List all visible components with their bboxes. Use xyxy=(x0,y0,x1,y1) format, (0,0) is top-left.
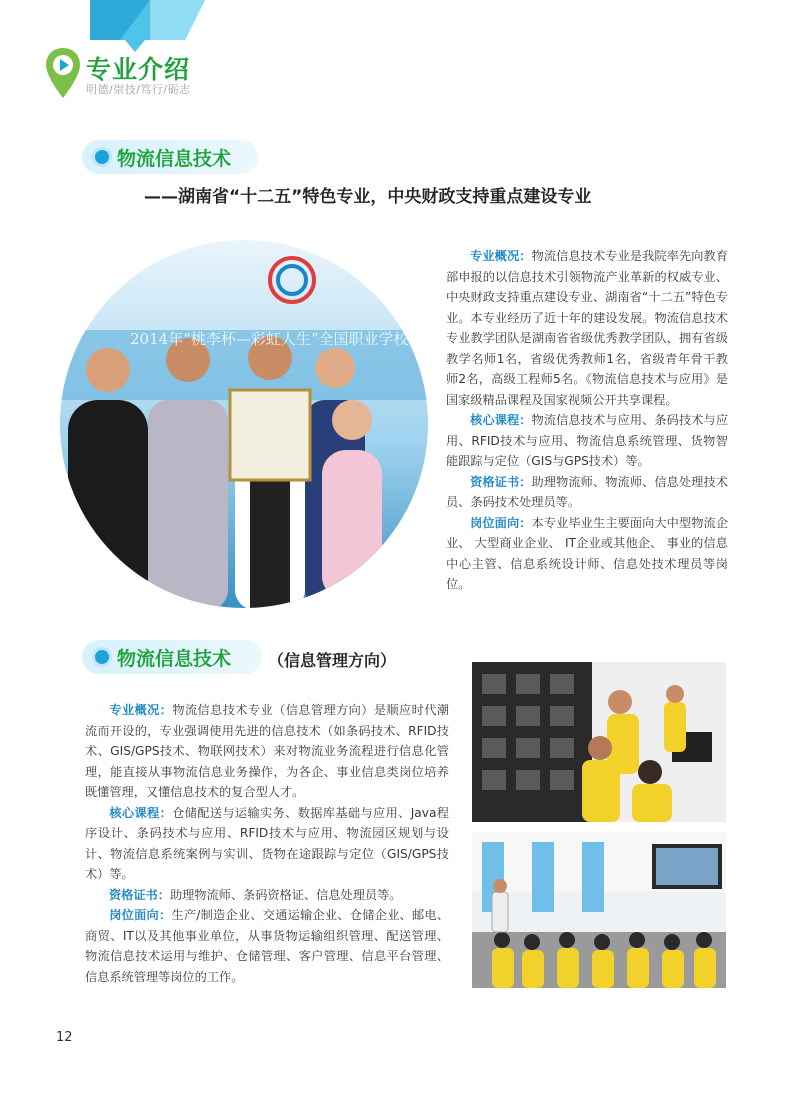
section1-title: 物流信息技术 xyxy=(117,148,232,170)
header-decoration xyxy=(90,0,205,52)
overview-label: 专业概况： xyxy=(109,703,173,717)
certificates-text: 助理物流师、条码资格证、信息处理员等。 xyxy=(169,887,402,902)
certificates-label: 资格证书： xyxy=(470,474,532,489)
job-orientation-text: 本专业毕业生主要面向大中型物流企业、 大型商业企业、 IT企业或其他企、 事业的信息中心主管、信息系统设计师、信息处技术理员等岗位。 xyxy=(446,515,729,591)
core-courses-label: 核心课程： xyxy=(470,413,532,427)
section2-description xyxy=(85,700,449,987)
core-courses-label: 核心课程： xyxy=(109,805,173,820)
section1-description xyxy=(446,246,728,595)
overview-text: 物流信息技术专业是我院率先向教育部申报的以信息技术引领物流产业革新的权威专业、中央财政支持重点建设专业、湖南省“十二五”特色专业。本专业经历了近十年的建设发展。物流信息技术专业教学团队是湖南省省级优秀教学团队，拥有省级教学名师1名，省级优秀教师1名，省级青年骨干教师2名，高级工程师5名。《物流信息技术与应用》是国家级精品课程及国家视频公开共享课程。 xyxy=(446,249,729,407)
bullet-dot-icon xyxy=(95,150,109,164)
core-courses-text: 物流信息技术与应用、条码技术与应用、RFID技术与应用、物流信息系统管理、货物智能跟踪与定位（GIS与GPS技术）等。 xyxy=(446,413,729,468)
certificates-text: 助理物流师、物流师、信息处理技术员、条码技术处理员等。 xyxy=(446,474,729,509)
section2-title: 物流信息技术 xyxy=(117,648,232,670)
motto-subtitle: 明德/崇技/笃行/砺志 xyxy=(86,83,191,96)
classroom-photo xyxy=(472,832,726,988)
page-section-title: 专业介绍 xyxy=(86,55,191,84)
section1-subtitle: ——湖南省“十二五”特色专业，中央财政支持重点建设专业 xyxy=(144,187,592,207)
job-orientation-text: 生产/制造企业、交通运输企业、仓储企业、邮电、商贸、IT以及其他事业单位，从事货物运输组织管理、配送管理、物流信息技术运用与维护、仓储管理、客户管理、信息平台管理、信息系统管理等岗位的工作。 xyxy=(85,908,450,984)
location-pin-icon xyxy=(46,48,80,98)
core-courses-text: 仓储配送与运输实务、数据库基础与应用、Java程序设计、条码技术与应用、RFID技术与应用、物流园区规划与设计、物流信息系统案例与实训、货物在途跟踪与定位（GIS/GPS技术）等。 xyxy=(85,805,450,881)
award-ceremony-photo xyxy=(60,240,499,608)
section2-title-extra: （信息管理方向） xyxy=(268,651,397,670)
lab-training-photo xyxy=(472,662,726,822)
bullet-dot-icon xyxy=(95,650,109,664)
overview-label: 专业概况： xyxy=(470,249,532,263)
job-orientation-label: 岗位面向： xyxy=(470,515,532,530)
certificates-label: 资格证书： xyxy=(109,887,170,902)
overview-text: 物流信息技术专业（信息管理方向）是顺应时代潮流而开设的，专业强调使用先进的信息技术（如条码技术、RFID技术、GIS/GPS技术、物联网技术）来对物流业务流程进行信息化管理，能直接从事物流信息业务操作，为各企、事业信息类岗位培养既懂管理，又懂信息技术的复合型人才。 xyxy=(85,703,450,799)
page-number: 12 xyxy=(56,1030,73,1045)
job-orientation-label: 岗位面向： xyxy=(109,908,172,922)
photo-banner-text: 2014年“桃李杯—彩虹人生”全国职业学校创新创效创业 xyxy=(130,330,499,348)
